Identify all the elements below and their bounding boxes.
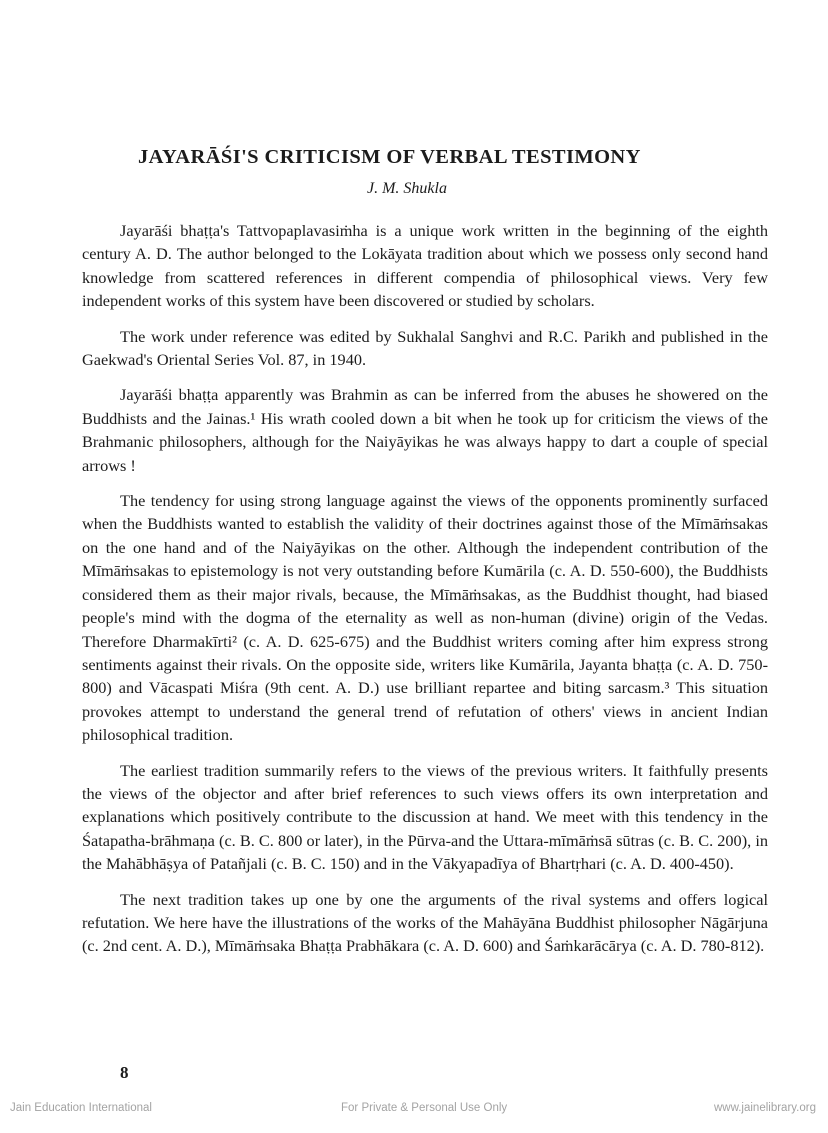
article-title: JAYARĀŚI'S CRITICISM OF VERBAL TESTIMONY — [138, 146, 641, 168]
footer — [0, 1100, 828, 1120]
paragraph-5: The earliest tradition summarily refers to the views of the previous writers. It faithfully presents the views of the objector and after brief references to such views offers its own interpretation and explanations which positively contribute to the discussion at hand. We meet with this tendency in the Śatapatha-brāhmaṇa (c. B. C. 800 or later), in the Pūrva-and the Uttara-mīmāṁsā sūtras (c. B. C. 200), in the Mahābhāṣya of Patañjali (c. B. C. 150) and in the Vākyapadīya of Bhartṛhari (c. A. D. 400-450). — [82, 760, 768, 874]
article-author: J. M. Shukla — [367, 180, 447, 197]
paragraph-4: The tendency for using strong language against the views of the opponents prominently surfaced when the Buddhists wanted to establish the validity of their doctrines against those of the Mīmāṁsakas on the one hand and of the Naiyāyikas on the other. Although the independent contribution of the Mīmāṁsakas to epistemology is not very outstanding before Kumārila (c. A. D. 550-600), the Buddhists considered them as their major rivals, because, the Mīmāṁsakas, as the Buddhist thought, had biased people's mind with the dogma of the eternality as well as non-human (divine) origin of the Vedas. Therefore Dharmakīrti² (c. A. D. 625-675) and the Buddhist writers coming after him express strong sentiments against their rivals. On the opposite side, writers like Kumārila, Jayanta bhaṭṭa (c. A. D. 750-800) and Vācaspati Miśra (9th cent. A. D.) use brilliant repartee and biting sarcasm.³ This situation provokes attempt to understand the general trend of refutation of others' views in ancient Indian philosophical tradition. — [82, 491, 768, 745]
paragraph-6: The next tradition takes up one by one the arguments of the rival systems and offers logical refutation. We here have the illustrations of the works of the Mahāyāna Buddhist philosopher Nāgārjuna (c. 2nd cent. A. D.), Mīmāṁsaka Bhaṭṭa Prabhākara (c. A. D. 600) and Śaṁkarācārya (c. A. D. 780-812). — [82, 889, 768, 956]
paragraph-3: Jayarāśi bhaṭṭa apparently was Brahmin as can be inferred from the abuses he showered on the Buddhists and the Jainas.¹ His wrath cooled down a bit when he took up for criticism the views of the Brahmanic philosophers, although for the Naiyāyikas he was always happy to dart a couple of special arrows ! — [82, 385, 768, 475]
page-number: 8 — [120, 1063, 129, 1082]
footer-usage-note: For Private & Personal Use Only — [341, 1102, 508, 1114]
paragraph-1: Jayarāśi bhaṭṭa's Tattvopaplavasiṁha is a unique work written in the beginning of the eighth century A. D. The author belonged to the Lokāyata tradition about which we possess only second hand knowledge from scattered references in different compendia of philosophical views. Very few independent works of this system have been discovered or studied by scholars. — [82, 221, 768, 311]
footer-website-link[interactable]: www.jainelibrary.org — [713, 1102, 816, 1114]
paragraph-2: The work under reference was edited by Sukhalal Sanghvi and R.C. Parikh and published in the Gaekwad's Oriental Series Vol. 87, in 1940. — [82, 326, 768, 370]
article-body — [82, 219, 768, 958]
footer-publisher: Jain Education International — [10, 1102, 152, 1114]
